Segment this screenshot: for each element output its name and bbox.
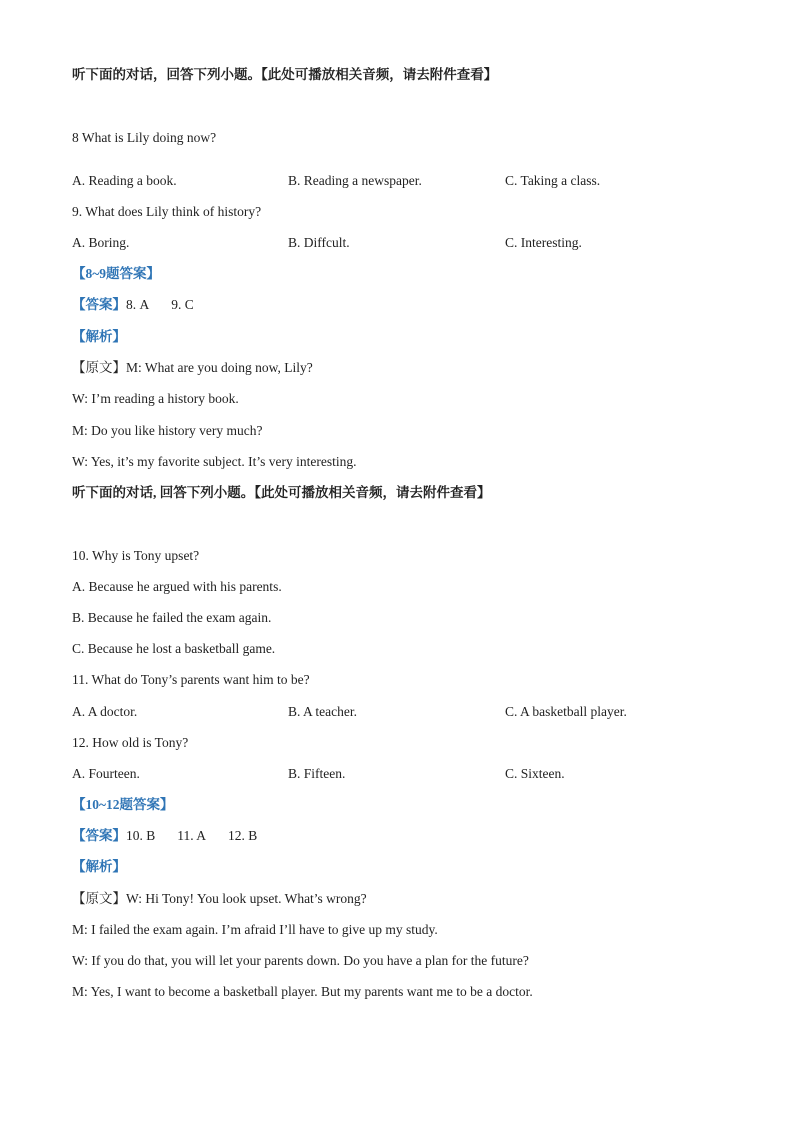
transcript-line-1 — [72, 359, 313, 377]
answer-9: 9. C — [171, 297, 194, 312]
answer-line-8-9 — [72, 296, 194, 314]
analysis-label-2: 【解析】 — [72, 859, 126, 874]
q12-option-b: B. Fifteen. — [288, 766, 346, 781]
q10-option-a: A. Because he argued with his parents. — [72, 579, 282, 594]
q9-option-a: A. Boring. — [72, 235, 130, 250]
q9-option-c: C. Interesting. — [505, 235, 582, 250]
transcript2-line-1 — [72, 890, 367, 908]
q11-option-b: B. A teacher. — [288, 704, 357, 719]
transcript-label: 【原文】 — [72, 891, 126, 906]
answer-header-10-12: 【10~12题答案】 — [72, 797, 174, 812]
transcript-label: 【原文】 — [72, 360, 126, 375]
answer-label: 【答案】 — [72, 297, 126, 312]
answer-8: 8. A — [126, 297, 150, 312]
answer-label: 【答案】 — [72, 828, 126, 843]
transcript-line-2: W: I’m reading a history book. — [72, 391, 239, 406]
answer-header-8-9: 【8~9题答案】 — [72, 266, 161, 281]
q8-option-c: C. Taking a class. — [505, 173, 601, 188]
transcript2-line-4: M: Yes, I want to become a basketball player. But my parents want me to be a doctor. — [72, 984, 533, 999]
transcript-text: W: Hi Tony! You look upset. What’s wrong? — [126, 891, 367, 906]
answer-line-10-12 — [72, 827, 257, 845]
question-9: 9. What does Lily think of history? — [72, 204, 262, 219]
question-12: 12. How old is Tony? — [72, 735, 189, 750]
q9-option-b: B. Diffcult. — [288, 235, 350, 250]
answer-11: 11. A — [177, 828, 207, 843]
q11-option-a: A. A doctor. — [72, 704, 138, 719]
question-10: 10. Why is Tony upset? — [72, 548, 200, 563]
q12-option-a: A. Fourteen. — [72, 766, 140, 781]
transcript-line-4: W: Yes, it’s my favorite subject. It’s very interesting. — [72, 454, 357, 469]
q11-option-c: C. A basketball player. — [505, 704, 627, 719]
answer-12: 12. B — [228, 828, 258, 843]
instruction-1: 听下面的对话，回答下列小题。【此处可播放相关音频，请去附件查看】 — [72, 67, 498, 82]
q8-option-b: B. Reading a newspaper. — [288, 173, 422, 188]
q10-option-c: C. Because he lost a basketball game. — [72, 641, 276, 656]
question-8: 8 What is Lily doing now? — [72, 130, 217, 145]
q8-option-a: A. Reading a book. — [72, 173, 177, 188]
analysis-label-1: 【解析】 — [72, 329, 126, 344]
instruction-2: 听下面的对话, 回答下列小题。【此处可播放相关音频，请去附件查看】 — [72, 485, 491, 500]
transcript-text: M: What are you doing now, Lily? — [126, 360, 313, 375]
answer-10: 10. B — [126, 828, 156, 843]
question-11: 11. What do Tony’s parents want him to be? — [72, 672, 310, 687]
transcript2-line-3: W: If you do that, you will let your parents down. Do you have a plan for the future? — [72, 953, 529, 968]
transcript-line-3: M: Do you like history very much? — [72, 423, 263, 438]
q10-option-b: B. Because he failed the exam again. — [72, 610, 272, 625]
q12-option-c: C. Sixteen. — [505, 766, 565, 781]
transcript2-line-2: M: I failed the exam again. I’m afraid I’ll have to give up my study. — [72, 922, 438, 937]
